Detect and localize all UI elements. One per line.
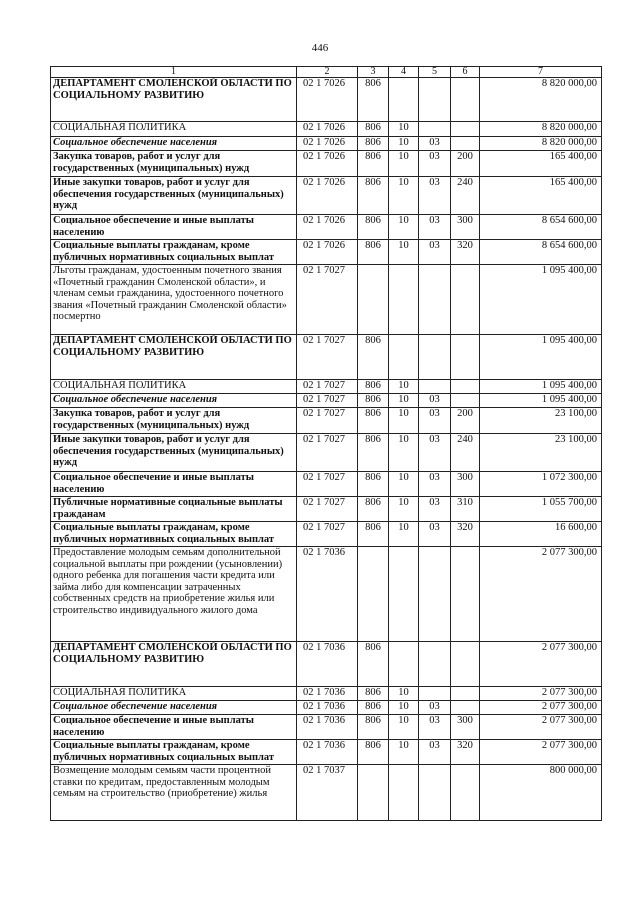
table-row xyxy=(51,434,602,472)
table-row xyxy=(51,335,602,380)
section-code: 10 xyxy=(389,740,419,765)
header-col-7: 7 xyxy=(480,67,602,78)
target-code: 02 1 7026 xyxy=(297,137,358,151)
row-name: Социальное обеспечение населения xyxy=(51,701,297,715)
table-row xyxy=(51,215,602,240)
table-row xyxy=(51,687,602,701)
section-code: 10 xyxy=(389,122,419,137)
row-name: Социальное обеспечение населения xyxy=(51,137,297,151)
table-row xyxy=(51,177,602,215)
expense-type-code xyxy=(451,380,480,394)
table-body xyxy=(51,67,602,821)
department-code: 806 xyxy=(358,335,389,380)
subsection-code: 03 xyxy=(419,137,451,151)
subsection-code: 03 xyxy=(419,408,451,434)
expense-type-code: 240 xyxy=(451,434,480,472)
section-code: 10 xyxy=(389,472,419,497)
department-code: 806 xyxy=(358,408,389,434)
amount: 8 820 000,00 xyxy=(480,137,602,151)
row-name: Иные закупки товаров, работ и услуг для обеспечения государственных (муниципальных) нужд xyxy=(51,177,297,215)
row-name: Социальное обеспечение и иные выплаты населению xyxy=(51,472,297,497)
row-name: Социальные выплаты гражданам, кроме публичных нормативных социальных выплат xyxy=(51,240,297,265)
row-name: Возмещение молодым семьям части процентной ставки по кредитам, предоставленным молодым семьям на строительство (приобретение) жилья xyxy=(51,765,297,821)
row-name: Социальное обеспечение и иные выплаты населению xyxy=(51,215,297,240)
header-col-1: 1 xyxy=(51,67,297,78)
table-row xyxy=(51,137,602,151)
target-code: 02 1 7036 xyxy=(297,740,358,765)
expense-type-code xyxy=(451,547,480,642)
expense-type-code xyxy=(451,122,480,137)
target-code: 02 1 7036 xyxy=(297,715,358,740)
expense-type-code: 200 xyxy=(451,408,480,434)
row-name: Льготы гражданам, удостоенным почетного звания «Почетный гражданин Смоленской области», и членам семьи гражданина, удостоенного почетного звания «Почетный гражданин Смоленской области» посмертно xyxy=(51,265,297,335)
target-code: 02 1 7027 xyxy=(297,394,358,408)
subsection-code: 03 xyxy=(419,522,451,547)
amount: 2 077 300,00 xyxy=(480,715,602,740)
target-code: 02 1 7026 xyxy=(297,122,358,137)
section-code xyxy=(389,547,419,642)
subsection-code: 03 xyxy=(419,715,451,740)
subsection-code: 03 xyxy=(419,701,451,715)
section-code xyxy=(389,335,419,380)
table-row xyxy=(51,522,602,547)
section-code: 10 xyxy=(389,497,419,522)
section-code xyxy=(389,765,419,821)
table-row xyxy=(51,122,602,137)
target-code: 02 1 7027 xyxy=(297,380,358,394)
amount: 8 820 000,00 xyxy=(480,78,602,122)
expense-type-code xyxy=(451,78,480,122)
header-row xyxy=(51,67,602,78)
expense-type-code: 300 xyxy=(451,215,480,240)
subsection-code xyxy=(419,642,451,687)
table-row xyxy=(51,701,602,715)
section-code: 10 xyxy=(389,394,419,408)
subsection-code xyxy=(419,265,451,335)
subsection-code: 03 xyxy=(419,394,451,408)
department-code: 806 xyxy=(358,137,389,151)
expense-type-code xyxy=(451,394,480,408)
table-row xyxy=(51,547,602,642)
expense-type-code: 310 xyxy=(451,497,480,522)
department-code xyxy=(358,765,389,821)
section-code: 10 xyxy=(389,687,419,701)
subsection-code: 03 xyxy=(419,497,451,522)
expense-type-code xyxy=(451,137,480,151)
target-code: 02 1 7027 xyxy=(297,335,358,380)
target-code: 02 1 7037 xyxy=(297,765,358,821)
row-name: СОЦИАЛЬНАЯ ПОЛИТИКА xyxy=(51,380,297,394)
target-code: 02 1 7027 xyxy=(297,434,358,472)
expense-type-code: 300 xyxy=(451,472,480,497)
table-row xyxy=(51,765,602,821)
subsection-code xyxy=(419,122,451,137)
department-code: 806 xyxy=(358,687,389,701)
department-code: 806 xyxy=(358,701,389,715)
target-code: 02 1 7027 xyxy=(297,408,358,434)
amount: 2 077 300,00 xyxy=(480,687,602,701)
subsection-code xyxy=(419,380,451,394)
amount: 1 072 300,00 xyxy=(480,472,602,497)
table-row xyxy=(51,380,602,394)
amount: 2 077 300,00 xyxy=(480,547,602,642)
section-code: 10 xyxy=(389,215,419,240)
expense-type-code xyxy=(451,265,480,335)
row-name: СОЦИАЛЬНАЯ ПОЛИТИКА xyxy=(51,687,297,701)
expense-type-code xyxy=(451,642,480,687)
expense-type-code xyxy=(451,335,480,380)
amount: 165 400,00 xyxy=(480,177,602,215)
department-code: 806 xyxy=(358,380,389,394)
department-code: 806 xyxy=(358,740,389,765)
table-row xyxy=(51,151,602,177)
budget-table xyxy=(50,66,602,821)
department-code: 806 xyxy=(358,642,389,687)
section-code: 10 xyxy=(389,151,419,177)
table-row xyxy=(51,497,602,522)
subsection-code: 03 xyxy=(419,472,451,497)
target-code: 02 1 7036 xyxy=(297,701,358,715)
row-name: Социальное обеспечение и иные выплаты населению xyxy=(51,715,297,740)
table-row xyxy=(51,78,602,122)
amount: 1 055 700,00 xyxy=(480,497,602,522)
row-name: Предоставление молодым семьям дополнительной социальной выплаты при рождении (усыновлении) одного ребенка для погашения части кредита или займа либо для компенсации затраченных собственных средств на приобретение жилья или строительство индивидуального жилого дома xyxy=(51,547,297,642)
expense-type-code: 240 xyxy=(451,177,480,215)
table-row xyxy=(51,265,602,335)
amount: 1 095 400,00 xyxy=(480,335,602,380)
expense-type-code xyxy=(451,701,480,715)
section-code: 10 xyxy=(389,177,419,215)
department-code xyxy=(358,265,389,335)
row-name: Закупка товаров, работ и услуг для государственных (муниципальных) нужд xyxy=(51,151,297,177)
subsection-code: 03 xyxy=(419,177,451,215)
target-code: 02 1 7036 xyxy=(297,687,358,701)
section-code: 10 xyxy=(389,434,419,472)
department-code: 806 xyxy=(358,522,389,547)
expense-type-code: 300 xyxy=(451,715,480,740)
subsection-code xyxy=(419,765,451,821)
header-col-4: 4 xyxy=(389,67,419,78)
expense-type-code: 200 xyxy=(451,151,480,177)
department-code: 806 xyxy=(358,240,389,265)
table-row xyxy=(51,408,602,434)
header-col-3: 3 xyxy=(358,67,389,78)
target-code: 02 1 7026 xyxy=(297,177,358,215)
amount: 2 077 300,00 xyxy=(480,740,602,765)
section-code: 10 xyxy=(389,137,419,151)
department-code: 806 xyxy=(358,151,389,177)
expense-type-code: 320 xyxy=(451,740,480,765)
department-code: 806 xyxy=(358,434,389,472)
section-code: 10 xyxy=(389,715,419,740)
target-code: 02 1 7027 xyxy=(297,497,358,522)
subsection-code xyxy=(419,78,451,122)
row-name: СОЦИАЛЬНАЯ ПОЛИТИКА xyxy=(51,122,297,137)
department-code: 806 xyxy=(358,394,389,408)
section-code: 10 xyxy=(389,701,419,715)
page-number: 446 xyxy=(311,42,329,54)
target-code: 02 1 7036 xyxy=(297,547,358,642)
expense-type-code: 320 xyxy=(451,522,480,547)
row-name: ДЕПАРТАМЕНТ СМОЛЕНСКОЙ ОБЛАСТИ ПО СОЦИАЛЬНОМУ РАЗВИТИЮ xyxy=(51,78,297,122)
amount: 2 077 300,00 xyxy=(480,701,602,715)
amount: 8 654 600,00 xyxy=(480,240,602,265)
department-code: 806 xyxy=(358,215,389,240)
section-code xyxy=(389,265,419,335)
amount: 16 600,00 xyxy=(480,522,602,547)
row-name: Социальные выплаты гражданам, кроме публичных нормативных социальных выплат xyxy=(51,522,297,547)
target-code: 02 1 7027 xyxy=(297,265,358,335)
table-row xyxy=(51,642,602,687)
table-row xyxy=(51,740,602,765)
row-name: Закупка товаров, работ и услуг для государственных (муниципальных) нужд xyxy=(51,408,297,434)
row-name: ДЕПАРТАМЕНТ СМОЛЕНСКОЙ ОБЛАСТИ ПО СОЦИАЛЬНОМУ РАЗВИТИЮ xyxy=(51,642,297,687)
target-code: 02 1 7026 xyxy=(297,215,358,240)
subsection-code: 03 xyxy=(419,434,451,472)
subsection-code xyxy=(419,687,451,701)
target-code: 02 1 7026 xyxy=(297,151,358,177)
department-code: 806 xyxy=(358,497,389,522)
row-name: Социальное обеспечение населения xyxy=(51,394,297,408)
subsection-code: 03 xyxy=(419,215,451,240)
target-code: 02 1 7026 xyxy=(297,78,358,122)
subsection-code xyxy=(419,335,451,380)
amount: 8 820 000,00 xyxy=(480,122,602,137)
header-col-5: 5 xyxy=(419,67,451,78)
row-name: ДЕПАРТАМЕНТ СМОЛЕНСКОЙ ОБЛАСТИ ПО СОЦИАЛЬНОМУ РАЗВИТИЮ xyxy=(51,335,297,380)
row-name: Социальные выплаты гражданам, кроме публичных нормативных социальных выплат xyxy=(51,740,297,765)
section-code: 10 xyxy=(389,380,419,394)
subsection-code: 03 xyxy=(419,151,451,177)
amount: 23 100,00 xyxy=(480,408,602,434)
target-code: 02 1 7027 xyxy=(297,472,358,497)
department-code: 806 xyxy=(358,78,389,122)
section-code: 10 xyxy=(389,522,419,547)
amount: 800 000,00 xyxy=(480,765,602,821)
target-code: 02 1 7027 xyxy=(297,522,358,547)
target-code: 02 1 7026 xyxy=(297,240,358,265)
subsection-code: 03 xyxy=(419,240,451,265)
amount: 23 100,00 xyxy=(480,434,602,472)
header-col-6: 6 xyxy=(451,67,480,78)
amount: 1 095 400,00 xyxy=(480,380,602,394)
amount: 2 077 300,00 xyxy=(480,642,602,687)
department-code: 806 xyxy=(358,177,389,215)
amount: 1 095 400,00 xyxy=(480,265,602,335)
expense-type-code xyxy=(451,765,480,821)
target-code: 02 1 7036 xyxy=(297,642,358,687)
table-row xyxy=(51,394,602,408)
header-col-2: 2 xyxy=(297,67,358,78)
section-code xyxy=(389,78,419,122)
row-name: Публичные нормативные социальные выплаты гражданам xyxy=(51,497,297,522)
subsection-code: 03 xyxy=(419,740,451,765)
section-code xyxy=(389,642,419,687)
department-code xyxy=(358,547,389,642)
table-row xyxy=(51,240,602,265)
row-name: Иные закупки товаров, работ и услуг для обеспечения государственных (муниципальных) нужд xyxy=(51,434,297,472)
subsection-code xyxy=(419,547,451,642)
department-code: 806 xyxy=(358,715,389,740)
expense-type-code xyxy=(451,687,480,701)
department-code: 806 xyxy=(358,472,389,497)
amount: 165 400,00 xyxy=(480,151,602,177)
expense-type-code: 320 xyxy=(451,240,480,265)
table-row xyxy=(51,715,602,740)
section-code: 10 xyxy=(389,408,419,434)
department-code: 806 xyxy=(358,122,389,137)
table-row xyxy=(51,472,602,497)
amount: 1 095 400,00 xyxy=(480,394,602,408)
amount: 8 654 600,00 xyxy=(480,215,602,240)
section-code: 10 xyxy=(389,240,419,265)
